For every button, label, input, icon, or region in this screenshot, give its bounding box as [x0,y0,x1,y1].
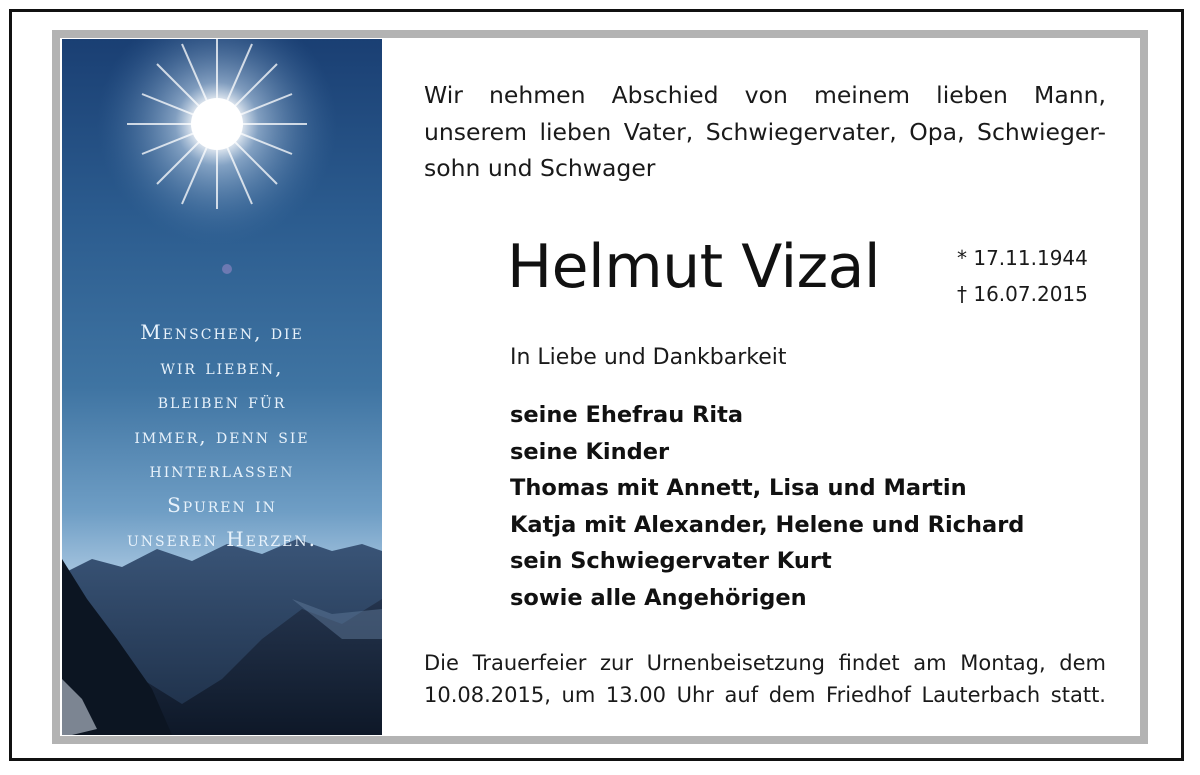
quote-line: wir lieben, [160,354,284,379]
funeral-line: 10.08.2015, um 13.00 Uhr auf dem Friedhof Lauterbach statt. [424,683,1106,707]
mourners-list [510,397,1024,616]
life-dates [957,240,1088,312]
birth-date: * 17.11.1944 [957,246,1088,270]
mourner-line: seine Ehefrau Rita [510,402,744,428]
dedication-text: In Liebe und Dankbarkeit [510,345,787,370]
deceased-name: Helmut Vizal [507,232,881,302]
mourner-line: sowie alle Angehörigen [510,584,807,611]
intro-line: unserem lieben Vater, Schwiegervater, Opa, Schwieger- [424,117,1106,146]
quote-line: Menschen, die [140,320,304,344]
intro-line: Wir nehmen Abschied von meinem lieben Mann, [424,81,1106,109]
funeral-info [424,647,1106,711]
quote-line: bleiben für [157,389,287,413]
intro-line: sohn und Schwager [424,154,656,182]
mourner-line: sein Schwiegervater Kurt [510,548,832,574]
quote-line: unseren Herzen. [127,527,317,551]
quote-line: Spuren in [167,492,277,517]
quote-line: immer, denn sie [134,423,310,448]
mourner-line: seine Kinder [510,438,670,465]
mourner-line: Katja mit Alexander, Helene und Richard [510,511,1025,538]
mourner-line: Thomas mit Annett, Lisa und Martin [510,475,967,501]
death-date: † 16.07.2015 [957,282,1088,306]
funeral-line: Die Trauerfeier zur Urnenbeisetzung findet am Montag, dem [424,651,1106,675]
quote-line: hinterlassen [149,458,295,482]
intro-text [424,77,1106,187]
